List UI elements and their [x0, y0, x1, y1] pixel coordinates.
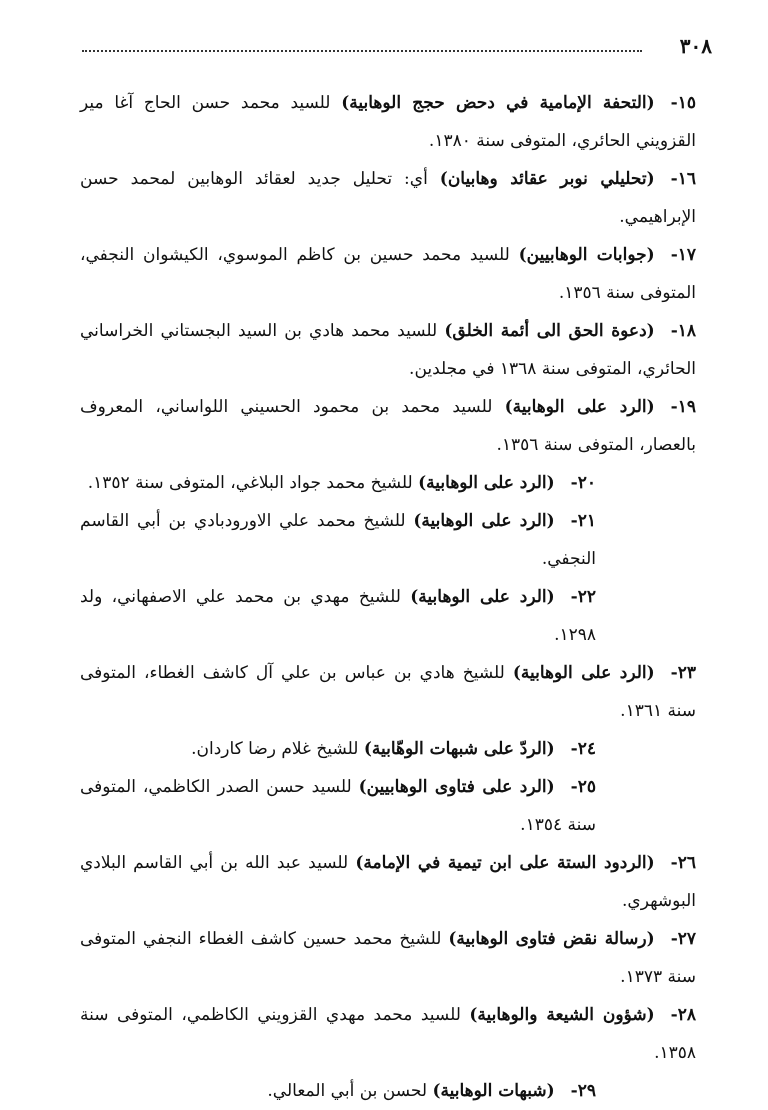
- list-item: [80, 236, 696, 312]
- entry-number: ٢٢-: [570, 587, 596, 607]
- entry-number: ٢٨-: [670, 1005, 696, 1025]
- entry-details: للسيد محمد حسين بن كاظم الموسوي، الكيشوان النجفي، المتوفى سنة ١٣٥٦.: [80, 245, 696, 303]
- list-item: [80, 502, 696, 578]
- list-item: [80, 768, 696, 844]
- list-item: [80, 1072, 696, 1110]
- entry-details: للسيد محمد مهدي القزويني الكاظمي، المتوفى سنة ١٣٥٨.: [80, 1005, 696, 1063]
- entry-number: ٢٧-: [670, 929, 697, 949]
- list-item: [80, 578, 696, 654]
- entry-number: ٢٣-: [670, 663, 696, 683]
- entry-number: ١٥-: [670, 93, 696, 113]
- list-item: [80, 388, 696, 464]
- list-item: [80, 84, 696, 160]
- entry-title: (تحليلي نوبر عقائد وهابيان): [439, 169, 655, 189]
- entry-details: للسيد حسن الصدر الكاظمي، المتوفى سنة ١٣٥٤.: [80, 777, 596, 835]
- entry-title: (الردود الستة على ابن تيمية في الإمامة): [355, 853, 655, 873]
- list-item: [80, 730, 696, 768]
- entry-title: (الرد على الوهابية): [418, 473, 555, 493]
- entry-number: ٢٠-: [570, 473, 596, 493]
- entry-number: ١٧-: [670, 245, 697, 265]
- entry-details: لحسن بن أبي المعالي.: [267, 1081, 433, 1101]
- entry-title: (الرد على الوهابية): [410, 587, 555, 607]
- list-item: [80, 160, 696, 236]
- list-item: [80, 844, 696, 920]
- entry-details: للشيخ محمد جواد البلاغي، المتوفى سنة ١٣٥٢.: [87, 473, 419, 493]
- entry-details: أي: تحليل جديد لعقائد الوهابين لمحمد حسن الإبراهيمي.: [80, 169, 696, 227]
- entry-details: للسيد محمد بن محمود الحسيني اللواساني، المعروف بالعصار، المتوفى سنة ١٣٥٦.: [80, 397, 696, 455]
- entry-title: (الردّ على شبهات الوهّابية): [363, 739, 555, 759]
- list-item: [80, 654, 696, 730]
- entry-details: للشيخ محمد علي الاورودبادي بن أبي القاسم النجفي.: [80, 511, 596, 569]
- dotted-header-rule: [82, 50, 642, 52]
- bibliography-list: [80, 84, 696, 1110]
- entry-number: ٢٤-: [570, 739, 596, 759]
- entry-title: (شؤون الشيعة والوهابية): [469, 1005, 655, 1025]
- entry-details: للسيد محمد هادي بن السيد البجستاني الخراساني الحائري، المتوفى سنة ١٣٦٨ في مجلدين.: [80, 321, 696, 379]
- entry-details: للشيخ مهدي بن محمد علي الاصفهاني، ولد ١٢٩٨.: [80, 587, 596, 645]
- entry-details: للسيد عبد الله بن أبي القاسم البلادي البوشهري.: [80, 853, 696, 911]
- entry-title: (الرد على فتاوى الوهابيين): [358, 777, 555, 797]
- entry-number: ١٦-: [670, 169, 696, 189]
- entry-title: (جوابات الوهابيين): [518, 245, 655, 265]
- page-number: ٣٠٨: [679, 34, 712, 58]
- entry-title: (الرد على الوهابية): [413, 511, 555, 531]
- entry-details: للشيخ هادي بن عباس بن علي آل كاشف الغطاء، المتوفى سنة ١٣٦١.: [80, 663, 696, 721]
- entry-number: ٢٩-: [570, 1081, 596, 1101]
- entry-number: ١٩-: [670, 397, 696, 417]
- entry-title: (شبهات الوهابية): [432, 1081, 555, 1101]
- page-header: [82, 32, 712, 60]
- entry-number: ١٨-: [670, 321, 697, 341]
- entry-title: (التحفة الإمامية في دحض حجج الوهابية): [341, 93, 655, 113]
- entry-title: (الرد على الوهابية): [512, 663, 655, 683]
- entry-details: للسيد محمد حسن الحاج آغا مير القزويني الحائري، المتوفى سنة ١٣٨٠.: [80, 93, 696, 151]
- entry-details: للشيخ غلام رضا كاردان.: [191, 739, 364, 759]
- entry-number: ٢١-: [570, 511, 596, 531]
- entry-number: ٢٥-: [570, 777, 596, 797]
- entry-title: (رسالة نقض فتاوى الوهابية): [448, 929, 655, 949]
- entry-title: (دعوة الحق الى أئمة الخلق): [444, 321, 655, 341]
- list-item: [80, 996, 696, 1072]
- list-item: [80, 464, 696, 502]
- entry-number: ٢٦-: [670, 853, 696, 873]
- list-item: [80, 920, 696, 996]
- entry-title: (الرد على الوهابية): [504, 397, 655, 417]
- entry-details: للشيخ محمد حسين كاشف الغطاء النجفي المتوفى سنة ١٣٧٣.: [80, 929, 696, 987]
- list-item: [80, 312, 696, 388]
